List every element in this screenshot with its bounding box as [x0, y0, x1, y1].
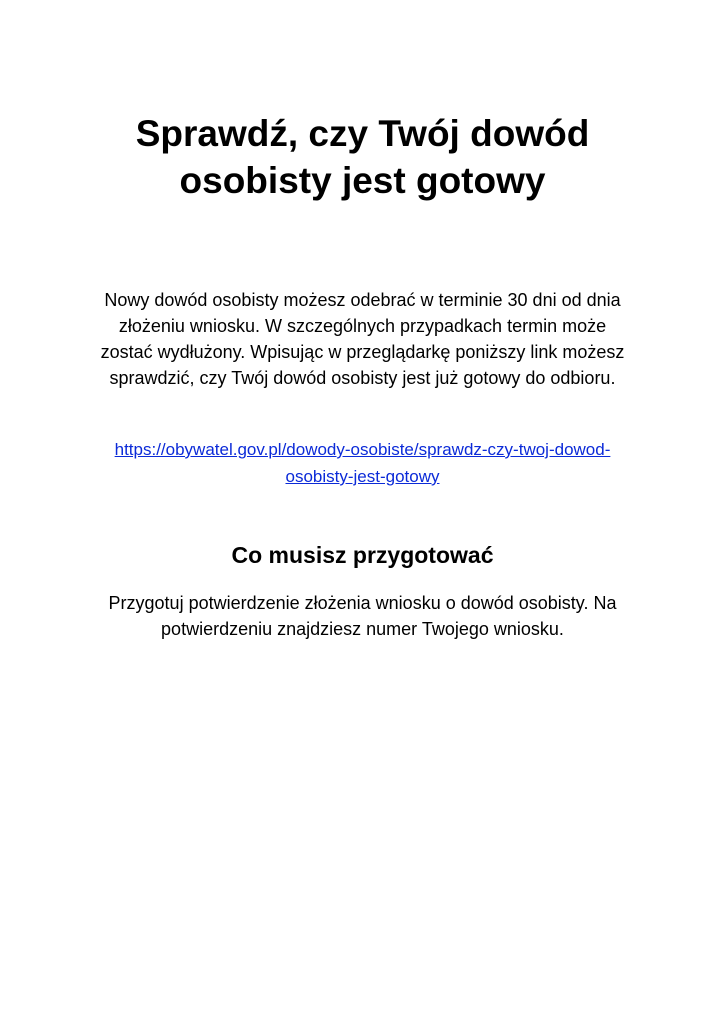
section-line-2: potwierdzeniu znajdziesz numer Twojego wniosku. — [161, 619, 564, 639]
page-title — [60, 110, 665, 204]
intro-line-1: Nowy dowód osobisty możesz odebrać w terminie 30 dni od dnia — [104, 290, 621, 310]
status-check-link-block — [40, 436, 685, 490]
section-line-1: Przygotuj potwierdzenie złożenia wniosku o dowód osobisty. Na — [108, 593, 617, 613]
intro-line-3: zostać wydłużony. Wpisując w przeglądarkę poniższy link możesz — [100, 342, 625, 362]
status-check-link-line-1[interactable]: https://obywatel.gov.pl/dowody-osobiste/sprawdz-czy-twoj-dowod- — [114, 440, 611, 459]
intro-line-2: złożeniu wniosku. W szczególnych przypadkach termin może — [118, 316, 607, 336]
section-paragraph — [60, 590, 665, 642]
title-line-2: osobisty jest gotowy — [179, 160, 546, 201]
section-heading: Co musisz przygotować — [231, 542, 494, 568]
title-line-1: Sprawdź, czy Twój dowód — [135, 113, 590, 154]
intro-paragraph — [60, 287, 665, 391]
intro-line-4: sprawdzić, czy Twój dowód osobisty jest już gotowy do odbioru. — [109, 368, 616, 388]
status-check-link-line-2[interactable]: osobisty-jest-gotowy — [285, 467, 440, 486]
